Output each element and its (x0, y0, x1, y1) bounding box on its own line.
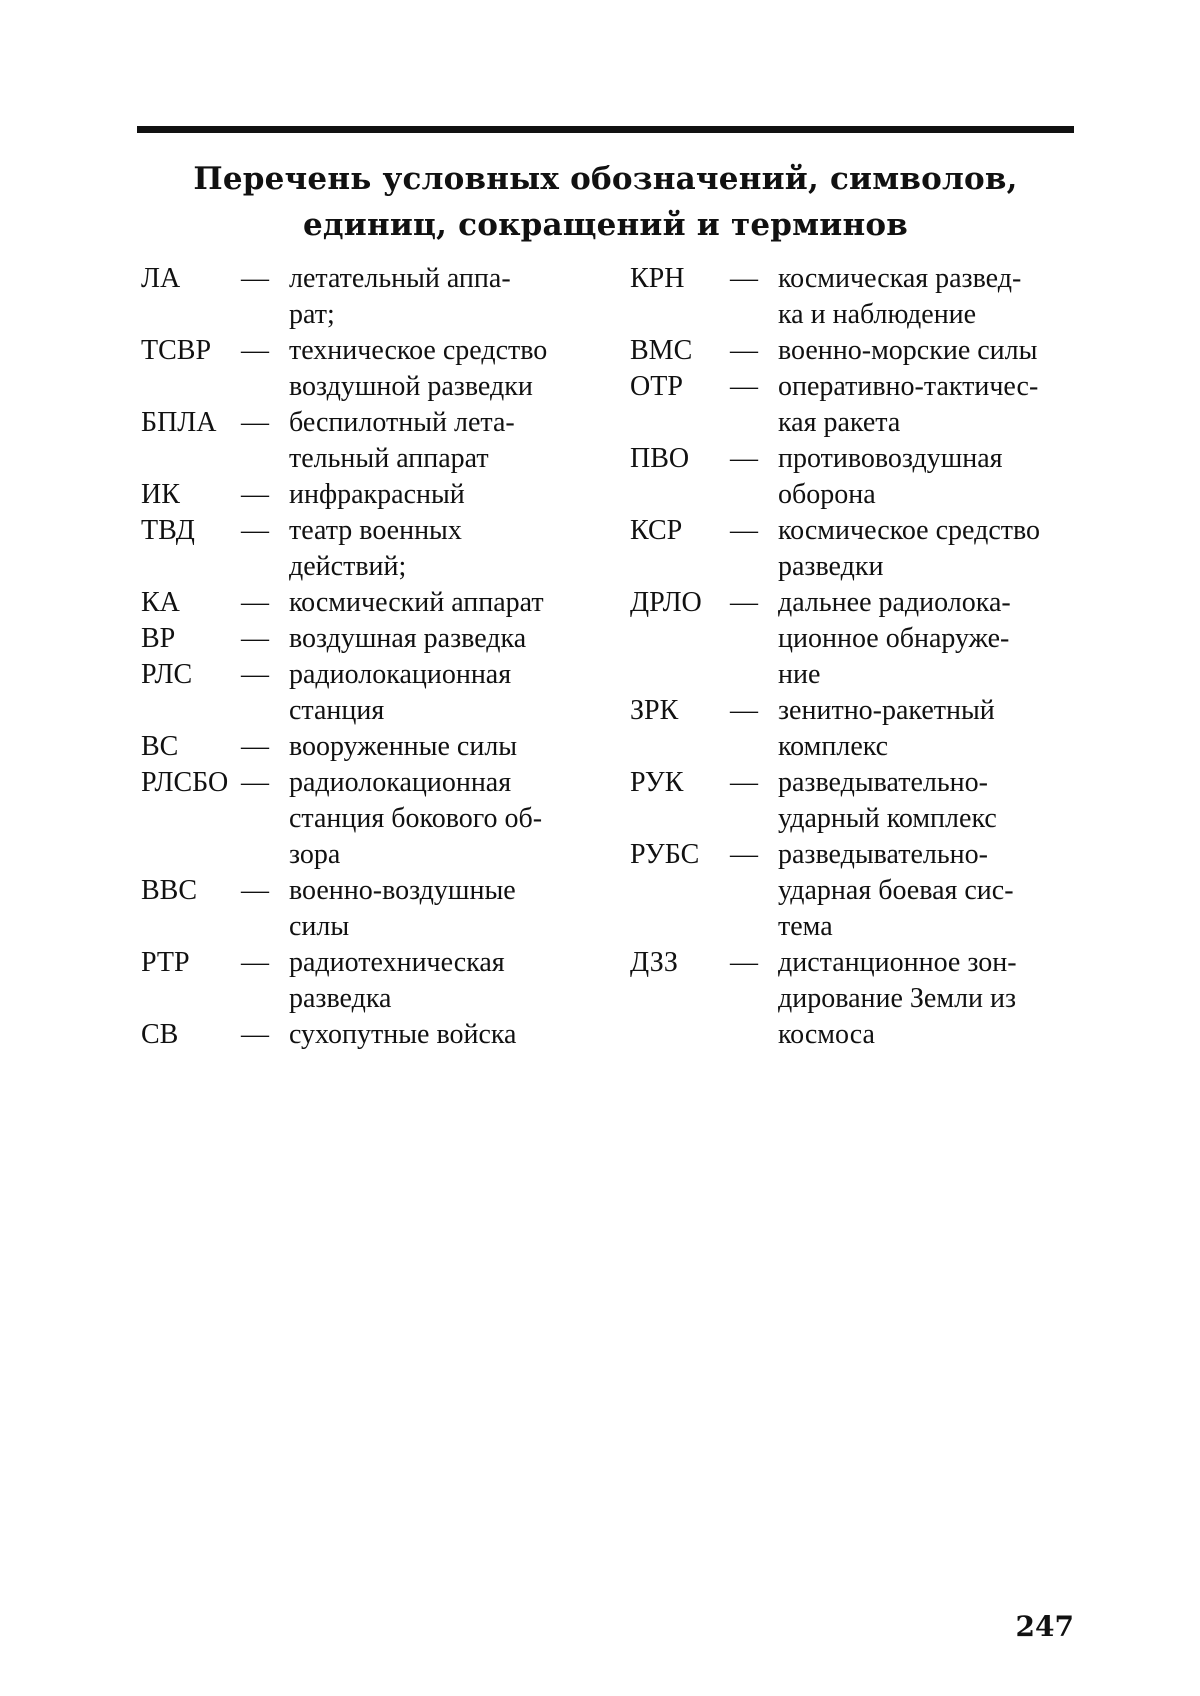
page-number: 247 (1015, 1610, 1074, 1643)
glossary-dash: — (730, 587, 758, 618)
glossary-definition-line: космическая развед- (778, 263, 1022, 294)
glossary-abbreviation: ИК (141, 479, 180, 510)
glossary-definition-line: вооруженные силы (289, 731, 518, 762)
glossary-abbreviation: ДРЛО (630, 587, 702, 618)
glossary-definition (778, 333, 1090, 369)
glossary-entry (141, 765, 601, 873)
glossary-abbreviation: РУК (630, 767, 684, 798)
glossary-definition (289, 477, 601, 513)
page-title (137, 156, 1074, 248)
glossary-dash: — (241, 587, 269, 618)
glossary-definition-line: летательный аппа- (289, 263, 511, 294)
glossary-definition-line: ударный комплекс (778, 803, 997, 834)
glossary-entry (141, 945, 601, 1017)
glossary-abbreviation: КРН (630, 263, 685, 294)
glossary-definition-line: военно-воздушные (289, 875, 516, 906)
glossary-abbreviation: ПВО (630, 443, 690, 474)
glossary-entry (630, 837, 1090, 945)
glossary-definition-line: ние (778, 659, 821, 690)
glossary-dash: — (730, 443, 758, 474)
glossary-definition-line: космоса (778, 1019, 875, 1050)
left-column (141, 261, 601, 1053)
glossary-dash: — (241, 731, 269, 762)
glossary-definition-line: инфракрасный (289, 479, 465, 510)
glossary-definition-line: рат; (289, 299, 335, 330)
glossary-definition-line: действий; (289, 551, 407, 582)
glossary-dash: — (730, 767, 758, 798)
right-column (630, 261, 1090, 1053)
glossary-abbreviation: БПЛА (141, 407, 217, 438)
header-rule (137, 126, 1074, 133)
glossary-definition (289, 1017, 601, 1053)
glossary-definition-line: радиотехническая (289, 947, 505, 978)
glossary-definition-line: дирование Земли из (778, 983, 1017, 1014)
glossary-definition (289, 945, 601, 1017)
glossary-definition-line: ка и наблюдение (778, 299, 977, 330)
glossary-entry (141, 261, 601, 333)
glossary-dash: — (241, 263, 269, 294)
glossary-definition-line: техническое средство (289, 335, 548, 366)
glossary-definition (289, 621, 601, 657)
glossary-definition-line: воздушной разведки (289, 371, 533, 402)
glossary-definition (778, 765, 1090, 837)
glossary-entry (141, 333, 601, 405)
glossary-entry (141, 585, 601, 621)
glossary-entry (141, 1017, 601, 1053)
glossary-definition (778, 261, 1090, 333)
glossary-abbreviation: ТСВР (141, 335, 212, 366)
glossary-definition (289, 405, 601, 477)
glossary-definition-line: силы (289, 911, 350, 942)
glossary-abbreviation: РУБС (630, 839, 700, 870)
glossary-abbreviation: РЛС (141, 659, 193, 690)
glossary-dash: — (241, 623, 269, 654)
glossary-entry (630, 333, 1090, 369)
glossary-definition (289, 513, 601, 585)
glossary-entry (141, 657, 601, 729)
glossary-definition (778, 369, 1090, 441)
glossary-dash: — (241, 1019, 269, 1050)
glossary-abbreviation: РЛСБО (141, 767, 229, 798)
glossary-abbreviation: ЗРК (630, 695, 679, 726)
glossary-definition (778, 837, 1090, 945)
glossary-dash: — (241, 767, 269, 798)
glossary-definition (289, 765, 601, 873)
glossary-definition-line: станция бокового об- (289, 803, 543, 834)
glossary-entry (141, 873, 601, 945)
glossary-entry (141, 477, 601, 513)
glossary-definition-line: сухопутные войска (289, 1019, 517, 1050)
glossary-entry (630, 945, 1090, 1053)
glossary-definition-line: космический аппарат (289, 587, 544, 618)
glossary-definition-line: оперативно-тактичес- (778, 371, 1039, 402)
glossary-definition (289, 261, 601, 333)
glossary-entry (630, 369, 1090, 441)
glossary-abbreviation: ОТР (630, 371, 683, 402)
glossary-definition-line: ционное обнаруже- (778, 623, 1010, 654)
glossary-definition-line: зенитно-ракетный (778, 695, 995, 726)
glossary-entry (630, 585, 1090, 693)
glossary-entry (630, 261, 1090, 333)
glossary-definition (778, 693, 1090, 765)
glossary-definition-line: тельный аппарат (289, 443, 489, 474)
glossary-entry (141, 513, 601, 585)
glossary-dash: — (730, 947, 758, 978)
glossary-definition (289, 585, 601, 621)
glossary-dash: — (241, 407, 269, 438)
glossary-entry (630, 441, 1090, 513)
glossary-definition-line: кая ракета (778, 407, 901, 438)
glossary-dash: — (730, 515, 758, 546)
glossary-definition-line: оборона (778, 479, 876, 510)
glossary-definition-line: разведка (289, 983, 392, 1014)
glossary-entry (141, 621, 601, 657)
glossary-definition-line: театр военных (289, 515, 462, 546)
glossary-definition-line: космическое средство (778, 515, 1041, 546)
glossary-abbreviation: КСР (630, 515, 683, 546)
glossary-abbreviation: ЛА (141, 263, 181, 294)
glossary-dash: — (730, 263, 758, 294)
glossary-abbreviation: РТР (141, 947, 190, 978)
glossary-dash: — (730, 839, 758, 870)
glossary-definition-line: дистанционное зон- (778, 947, 1017, 978)
glossary-definition (289, 333, 601, 405)
glossary-abbreviation: ДЗЗ (630, 947, 678, 978)
glossary-definition-line: зора (289, 839, 341, 870)
glossary-entry (630, 693, 1090, 765)
glossary-definition-line: дальнее радиолока- (778, 587, 1011, 618)
glossary-abbreviation: ВС (141, 731, 179, 762)
glossary-definition-line: воздушная разведка (289, 623, 527, 654)
glossary-abbreviation: СВ (141, 1019, 179, 1050)
glossary-dash: — (730, 371, 758, 402)
glossary-entry (630, 765, 1090, 837)
glossary-definition-line: беспилотный лета- (289, 407, 515, 438)
glossary-dash: — (241, 479, 269, 510)
glossary-definition (778, 513, 1090, 585)
glossary-definition (778, 441, 1090, 513)
glossary-dash: — (241, 515, 269, 546)
glossary-definition-line: противовоздушная (778, 443, 1003, 474)
glossary-abbreviation: ТВД (141, 515, 195, 546)
glossary-definition-line: радиолокационная (289, 659, 512, 690)
glossary-entry (141, 405, 601, 477)
glossary-entry (141, 729, 601, 765)
glossary-definition (778, 585, 1090, 693)
glossary-abbreviation: ВВС (141, 875, 198, 906)
glossary-definition-line: разведывательно- (778, 767, 988, 798)
glossary-dash: — (730, 695, 758, 726)
glossary-dash: — (730, 335, 758, 366)
glossary-definition-line: радиолокационная (289, 767, 512, 798)
glossary-dash: — (241, 659, 269, 690)
glossary-definition-line: ударная боевая сис- (778, 875, 1014, 906)
glossary-abbreviation: ВМС (630, 335, 693, 366)
glossary-definition-line: комплекс (778, 731, 889, 762)
page-title-line-2: единиц, сокращений и терминов (302, 207, 908, 243)
glossary-definition-line: разведки (778, 551, 884, 582)
glossary-entry (630, 513, 1090, 585)
glossary-definition (289, 729, 601, 765)
page-title-line-1: Перечень условных обозначений, символов, (193, 161, 1018, 197)
glossary-dash: — (241, 947, 269, 978)
glossary-dash: — (241, 335, 269, 366)
glossary-dash: — (241, 875, 269, 906)
glossary-abbreviation: КА (141, 587, 180, 618)
glossary-definition-line: разведывательно- (778, 839, 988, 870)
glossary-definition (289, 657, 601, 729)
glossary-definition-line: станция (289, 695, 385, 726)
glossary-definition (778, 945, 1090, 1053)
glossary-definition-line: военно-морские силы (778, 335, 1038, 366)
glossary-definition (289, 873, 601, 945)
glossary-definition-line: тема (778, 911, 833, 942)
glossary-abbreviation: ВР (141, 623, 176, 654)
